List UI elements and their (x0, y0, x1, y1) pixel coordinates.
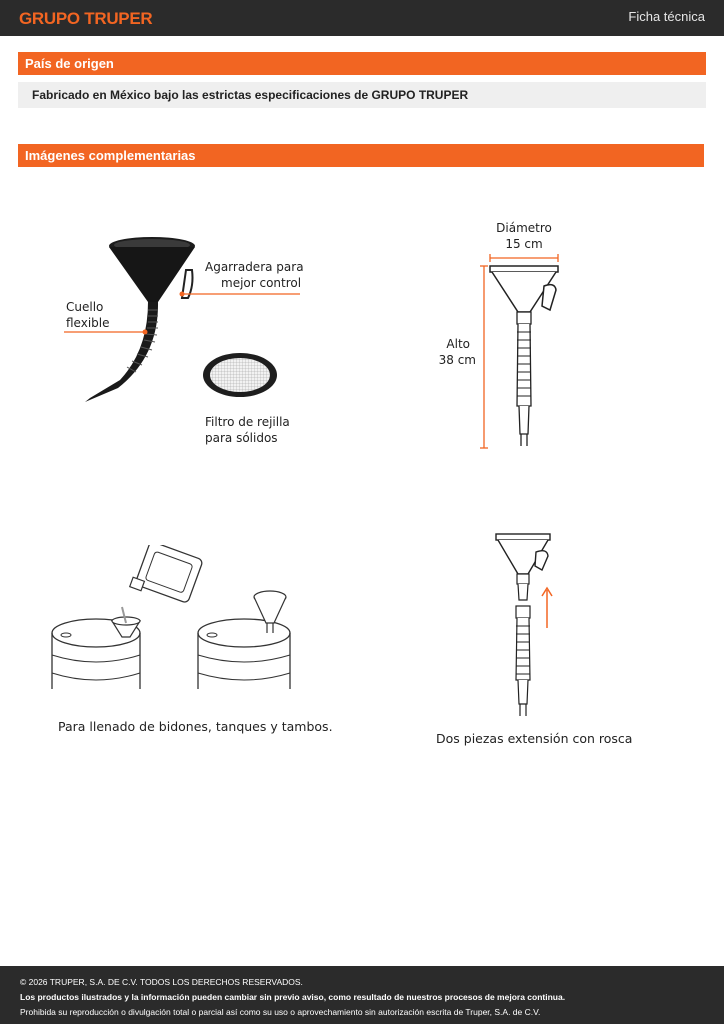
mesh-filter-illustration (200, 350, 280, 400)
usage-illustration (48, 545, 298, 695)
diameter-label: Diámetro 15 cm (496, 221, 552, 251)
filter-label: Filtro de rejilla para sólidos (205, 415, 290, 445)
arrow-up-icon (540, 586, 554, 630)
document-type: Ficha técnica (628, 9, 705, 24)
height-label: Alto 38 cm (438, 337, 476, 367)
footer-notice: Los productos ilustrados y la información pueden cambiar sin previo aviso, como resultado de nuestros procesos de mejora continua. (20, 992, 566, 1002)
images-section-title: Imágenes complementarias (18, 144, 704, 167)
neck-label: Cuello flexible (66, 300, 110, 330)
origin-section-title: País de origen (18, 52, 706, 75)
brand-logo: GRUPO TRUPER (19, 9, 153, 28)
handle-label: Agarradera para mejor control (205, 260, 304, 290)
usage-caption: Para llenado de bidones, tanques y tambos. (58, 719, 333, 734)
footer-copyright: © 2026 TRUPER, S.A. DE C.V. TODOS LOS DERECHOS RESERVADOS. (20, 977, 303, 987)
funnel-dimensions-illustration (470, 248, 570, 453)
origin-text: Fabricado en México bajo las estrictas especificaciones de GRUPO TRUPER (18, 82, 706, 108)
footer-prohibition: Prohibida su reproducción o divulgación total o parcial así como su uso o aprovechamiento sin autorización escrita de Truper, S.A. de C.V. (20, 1007, 541, 1017)
extension-caption: Dos piezas extensión con rosca (436, 731, 633, 746)
header-bar (0, 0, 724, 36)
footer (0, 966, 724, 1024)
